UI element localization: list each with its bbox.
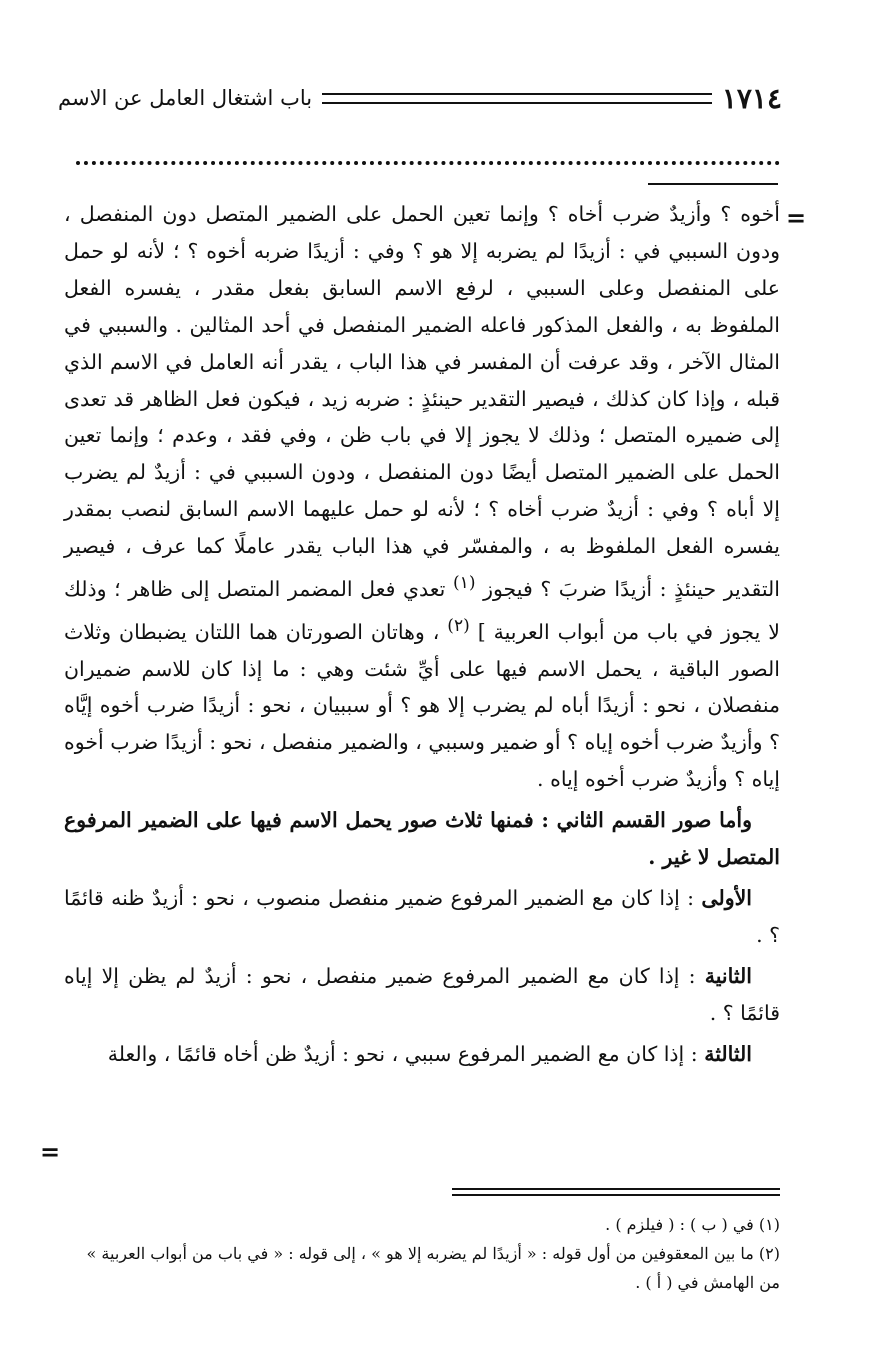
paragraph-3 [64, 880, 780, 954]
footnotes [64, 1210, 780, 1297]
paragraph-5-label: الثالثة [704, 1041, 752, 1066]
continuation-mark-top: = [786, 203, 807, 232]
paragraph-1-text-c: ، وهاتان الصورتان هما اللتان يضبطان وثلاث الصور الباقية ، يحمل الاسم فيها على أيِّ شئت وهي : ما إذا كان للاسم ضميران منفصلان ، نحو : أزيدًا أباه لم يضرب إلا هو ؟ أو سببيان ، نحو : أزيدًا ضرب أخوه إيَّاه ؟ وأزيدٌ ضرب أخوه إياه ؟ أو ضمير وسببي ، والضمير منفصل ، نحو : أزيدًا ضرب أخوه إياه ؟ وأزيدٌ ضرب أخوه إياه . [64, 619, 780, 792]
paragraph-5-text: : إذا كان مع الضمير المرفوع سببي ، نحو : أزيدٌ ظن أخاه قائمًا ، والعلة [107, 1041, 698, 1066]
paragraph-4-text: : إذا كان مع الضمير المرفوع ضمير منفصل ، نحو : أزيدٌ لم يظن إلا إياه قائمًا ؟ . [64, 963, 780, 1025]
footnote-ref-1: (١) [452, 573, 476, 594]
paragraph-1 [64, 196, 780, 798]
main-text [64, 196, 780, 1073]
paragraph-2 [64, 802, 780, 876]
dotted-separator [76, 145, 780, 165]
footnote-ref-2: (٢) [447, 615, 470, 636]
continuation-mark-bottom: = [40, 1137, 61, 1166]
paragraph-1-text-b: تعدي فعل المضمر المتصل إلى ظاهر ؛ وذلك لا يجوز في باب من أبواب العربية ] [64, 576, 780, 644]
footnote-2: (٢) ما بين المعقوفين من أول قوله : « أزيدًا لم يضربه إلا هو » ، إلى قوله : « في باب من أبواب العربية » من الهامش في ( أ ) . [86, 1244, 780, 1292]
page-header [58, 78, 782, 118]
short-rule [648, 183, 778, 185]
paragraph-4 [64, 958, 780, 1032]
paragraph-5 [64, 1036, 780, 1073]
paragraph-4-label: الثانية [704, 963, 752, 988]
page-number: ١٧١٤ [721, 81, 782, 115]
paragraph-1-text: أخوه ؟ وأزيدٌ ضرب أخاه ؟ وإنما تعين الحمل على الضمير المتصل دون المنفصل ، ودون السببي في : أزيدًا لم يضربه إلا هو ؟ وفي : أزيدًا ضربه أخوه ؟ ؛ لأنه لو حمل على المنفصل وعلى السببي ، لرفع الاسم السابق بفعل مقدر ، يفسره الفعل الملفوظ به ، والفعل المذكور فاعله الضمير المنفصل في أحد المثالين . والسببي في المثال الآخر ، وقد عرفت أن المفسر في هذا الباب ، يقدر أنه العامل في الاسم الذي قبله ، وإذا كان كذلك ، فيصير التقدير حينئذٍ : ضربه زيد ، فيكون فعل الظاهر قد تعدى إلى ضميره المتصل ؛ وذلك لا يجوز إلا في باب ظن ، وفي فقد ، وعدم ؛ وإنما تعين الحمل على الضمير المتصل أيضًا دون المنفصل ، ودون السببي في : أزيدٌ لم يضرب إلا أباه ؟ وفي : أزيدٌ ضرب أخاه ؟ ؛ لأنه لو حمل عليهما الاسم السابق لنصب بمقدر يفسره الفعل الملفوظ به ، والمفسّر في هذا الباب يقدر عاملًا كما عرف ، فيصير التقدير حينئذٍ : أزيدًا ضربَ ؟ فيجوز [64, 202, 780, 601]
chapter-title: باب اشتغال العامل عن الاسم [58, 86, 313, 110]
footnote-rule-bottom [452, 1194, 780, 1196]
paragraph-2-text: وأما صور القسم الثاني : فمنها ثلاث صور يحمل الاسم فيها على الضمير المرفوع المتصل لا غير . [64, 808, 780, 870]
paragraph-3-label: الأولى [701, 885, 752, 910]
footnote-1: (١) في ( ب ) : ( فيلزم ) . [605, 1215, 780, 1234]
header-rule [322, 93, 712, 104]
footnote-rule-top [452, 1188, 780, 1190]
paragraph-3-text: : إذا كان مع الضمير المرفوع ضمير منفصل منصوب ، نحو : أزيدٌ ظنه قائمًا ؟ . [64, 885, 780, 947]
